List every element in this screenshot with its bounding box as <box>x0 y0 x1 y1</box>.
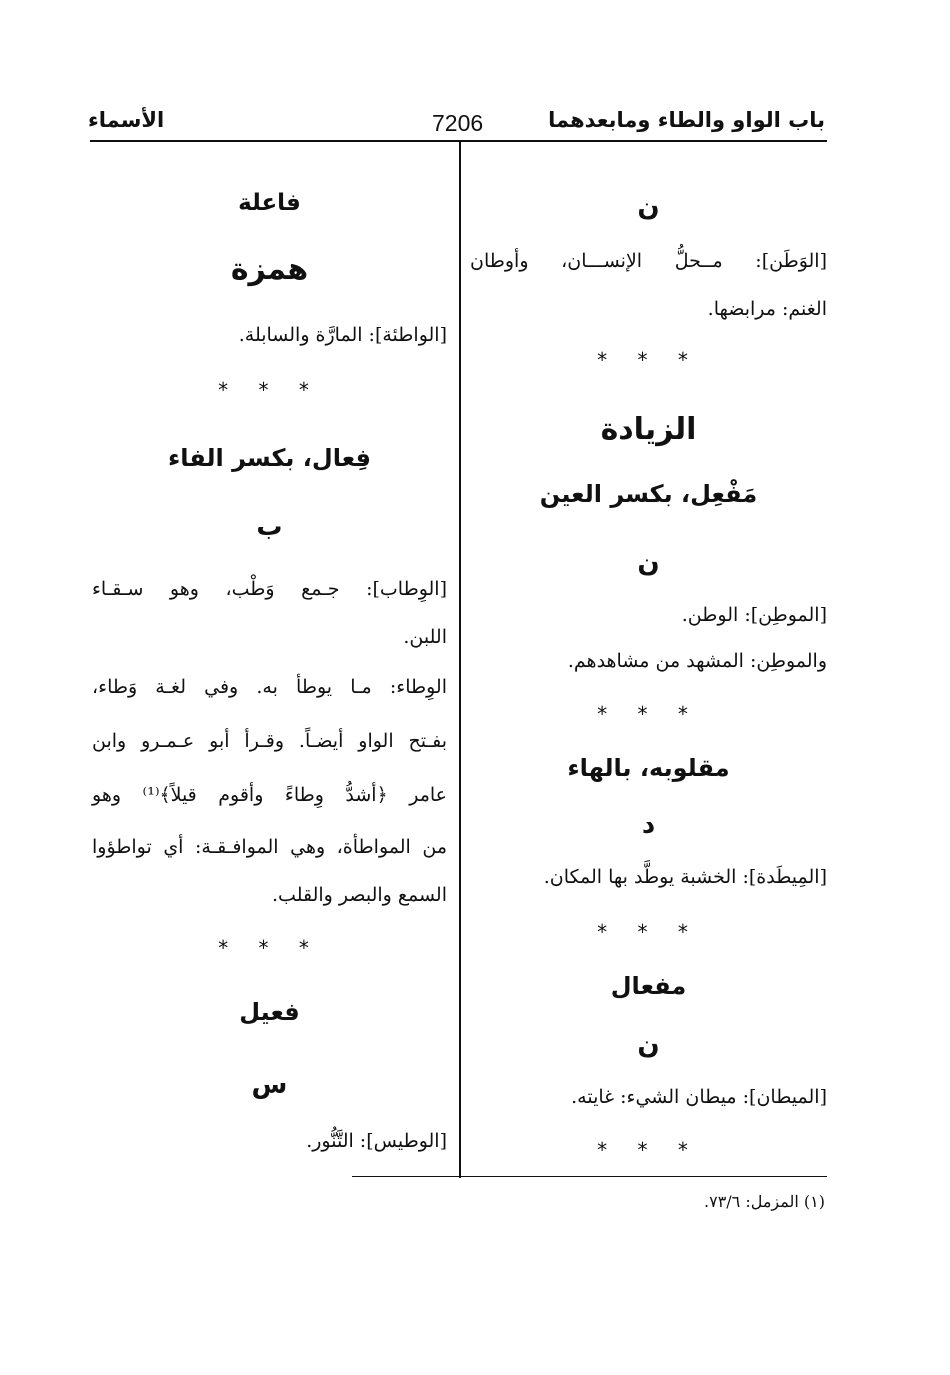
entry-wita-line5: السمع والبصر والقلب. <box>272 884 447 906</box>
entry-wita-line2: بفـتح الواو أيضـاً. وقـرأ أبو عـمـرو وابن <box>92 730 447 752</box>
entry-wita-line4: من المواطأة، وهي الموافـقـة: أي تواطؤوا <box>92 836 447 858</box>
entry-wita-line1: الوِطاء: مـا يوطأ به. وفي لغـة وَطاء، <box>92 676 447 698</box>
pattern-heading-mifal: مفعال <box>610 972 687 1000</box>
pattern-heading-mafil: مَفْعِل، بكسر العين <box>539 480 758 508</box>
entry-witab-line1: [الوِطاب]: جـمع وَطْب، وهو سـقـاء <box>92 578 447 600</box>
entry-witab-line2: اللبن. <box>403 626 447 648</box>
entry-watis: [الوطيس]: التَّنُّور. <box>306 1130 447 1152</box>
entry-watia: [الواطئة]: المارَّة والسابلة. <box>238 324 447 346</box>
pattern-heading-faila: فاعلة <box>238 190 301 216</box>
column-divider <box>459 141 461 1178</box>
entry-mawtin: [الموطِن]: الوطن. <box>681 604 827 626</box>
letter-heading: د <box>641 810 656 840</box>
letter-heading: ن <box>637 1030 660 1060</box>
section-title: الأسماء <box>88 108 165 132</box>
pattern-heading-maqlub: مقلوبه، بالهاء <box>567 754 730 782</box>
letter-heading: ن <box>637 548 660 578</box>
separator-stars: * * * <box>218 378 321 402</box>
separator-stars: * * * <box>597 920 700 944</box>
separator-stars: * * * <box>597 702 700 726</box>
entry-watan-line1: [الوَطَن]: مــحلُّ الإنســـان، وأوطان <box>470 250 827 272</box>
letter-heading: س <box>251 1070 288 1100</box>
letter-heading: ن <box>637 192 660 222</box>
pattern-heading-fial: فِعال، بكسر الفاء <box>167 444 372 472</box>
separator-stars: * * * <box>218 936 321 960</box>
entry-mitan: [الميطان]: ميطان الشيء: غايته. <box>571 1086 827 1108</box>
entry-mitada: [المِيطَدة]: الخشبة يوطَّد بها المكان. <box>543 866 827 888</box>
footnote-rule <box>352 1176 827 1177</box>
separator-stars: * * * <box>597 348 700 372</box>
section-heading-ziyada: الزيادة <box>600 412 697 447</box>
letter-heading: ب <box>256 512 283 542</box>
page-number: 7206 <box>432 110 484 136</box>
entry-mawtin-2: والموطِن: المشهد من مشاهدهم. <box>567 650 827 672</box>
chapter-title: باب الواو والطاء ومابعدهما <box>548 108 825 132</box>
footnote: (١) المزمل: ٧٣/٦. <box>704 1192 825 1211</box>
separator-stars: * * * <box>597 1138 700 1162</box>
entry-wita-line3: عامر ﴿أشدُّ وِطاءً وأقوم قيلاً﴾⁽¹⁾ وهو <box>92 784 448 806</box>
entry-watan-line2: الغنم: مرابضها. <box>707 298 827 320</box>
section-heading-hamza: همزة <box>230 252 309 287</box>
pattern-heading-fail: فعيل <box>239 998 300 1026</box>
